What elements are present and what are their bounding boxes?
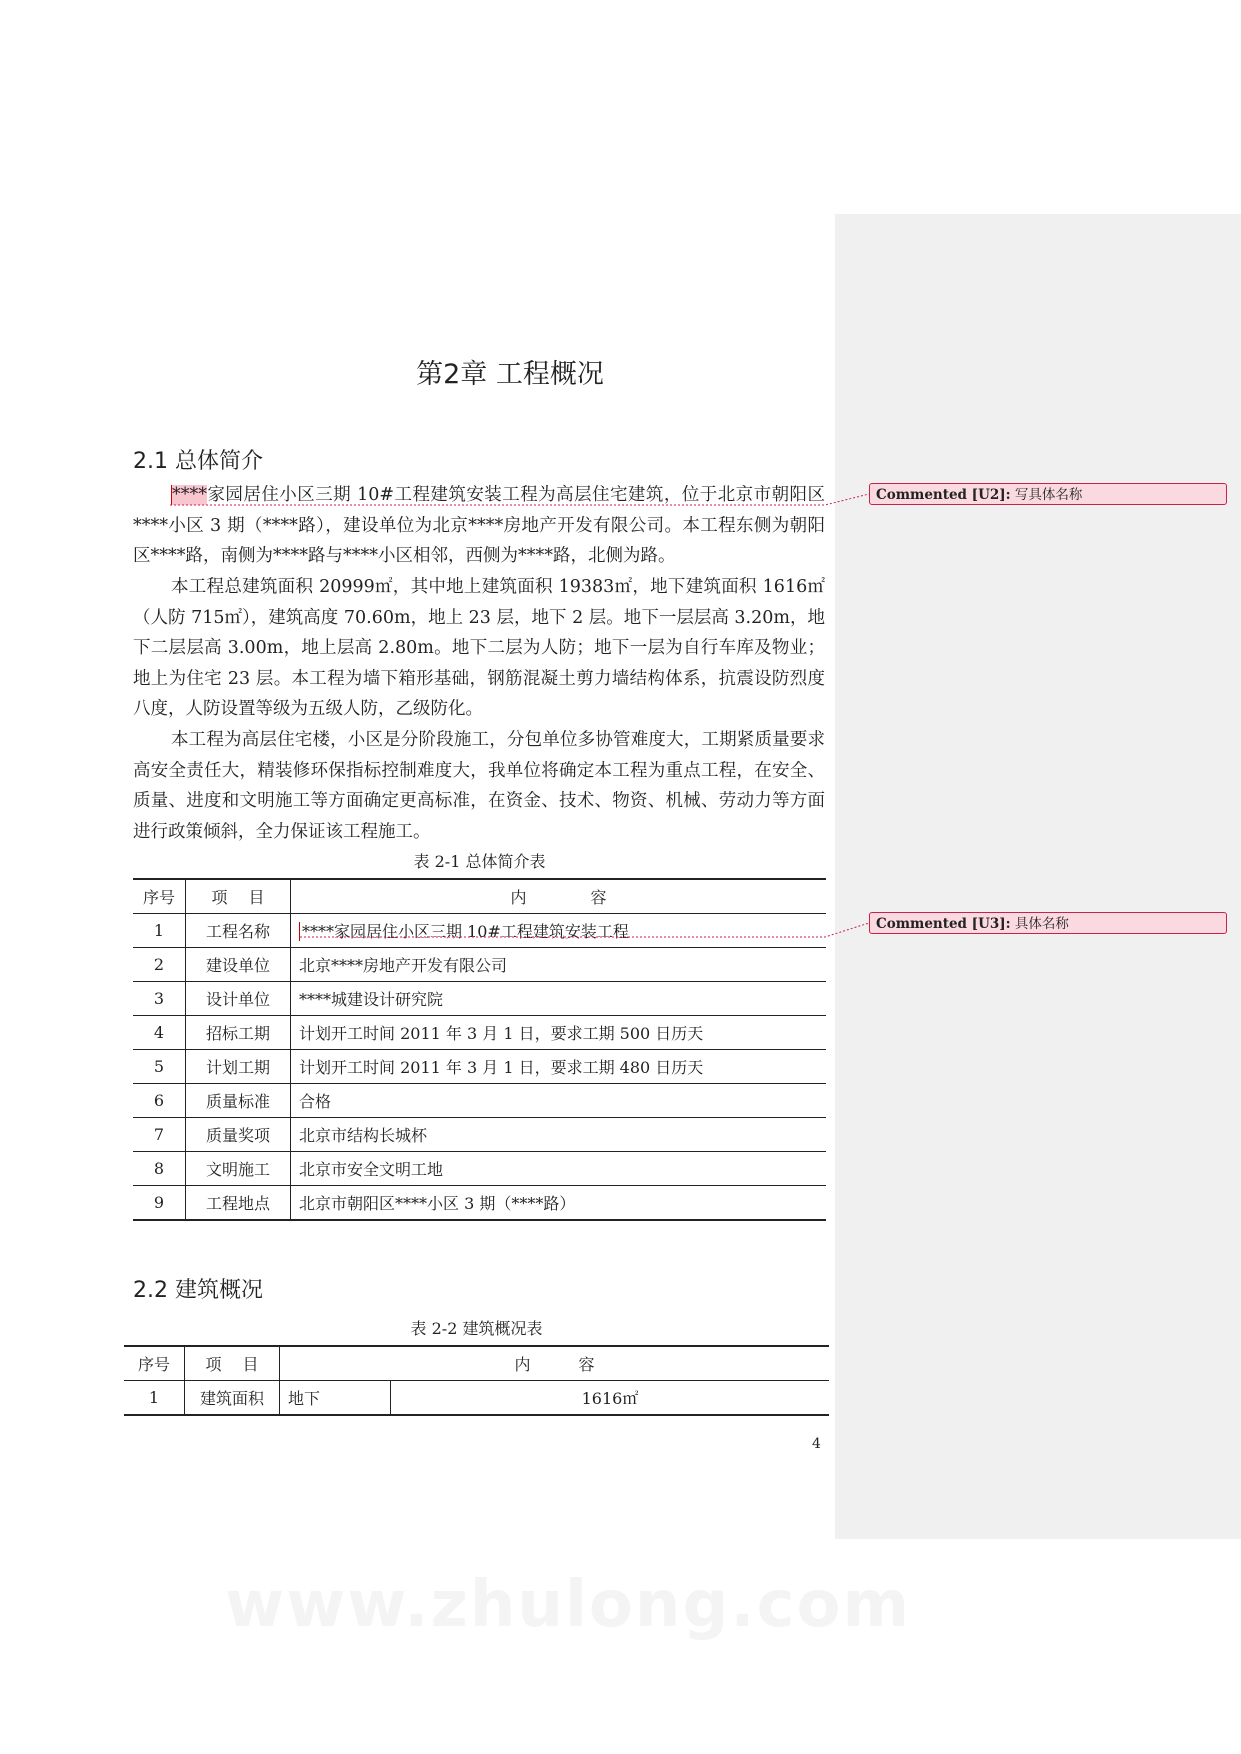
watermark: www.zhulong.com xyxy=(225,1568,912,1642)
row-content: ****城建设计研究院 xyxy=(291,982,827,1016)
header-index: 序号 xyxy=(124,1346,185,1381)
row-index: 5 xyxy=(133,1050,186,1084)
comment-anchor-u2[interactable]: **** xyxy=(172,485,207,505)
row-content: 北京市朝阳区****小区 3 期（****路） xyxy=(291,1186,827,1221)
row-subitem: 地下 xyxy=(280,1381,391,1416)
row-index: 4 xyxy=(133,1016,186,1050)
row-content: 计划开工时间 2011 年 3 月 1 日，要求工期 500 日历天 xyxy=(291,1016,827,1050)
comment-label: Commented [U2]: xyxy=(876,487,1011,503)
connector-u2 xyxy=(170,494,869,505)
header-item: 项 目 xyxy=(186,879,291,914)
row-item: 工程地点 xyxy=(186,1186,291,1221)
connector-u3 xyxy=(300,923,869,937)
page-number: 4 xyxy=(812,1436,821,1452)
row-index: 1 xyxy=(133,914,186,948)
row-item: 建设单位 xyxy=(186,948,291,982)
row-item: 质量奖项 xyxy=(186,1118,291,1152)
row-index: 9 xyxy=(133,1186,186,1221)
header-content: 内 容 xyxy=(291,879,827,914)
comment-text: 具体名称 xyxy=(1014,916,1069,932)
row-index: 1 xyxy=(124,1381,185,1416)
row-index: 8 xyxy=(133,1152,186,1186)
row-item: 建筑面积 xyxy=(185,1381,280,1416)
row-content: 合格 xyxy=(291,1084,827,1118)
comment-anchor-u3[interactable]: ****家园居住小区三期 10#工程建筑安装工程 xyxy=(299,922,629,941)
row-index: 7 xyxy=(133,1118,186,1152)
paragraph-priority: 本工程为高层住宅楼，小区是分阶段施工，分包单位多协管难度大，工期紧质量要求高安全责任大，精装修环保指标控制难度大，我单位将确定本工程为重点工程，在安全、质量、进度和文明施工等方面确定更高标准，在资金、技术、物资、机械、劳动力等方面进行政策倾斜，全力保证该工程施工。 xyxy=(133,730,825,842)
row-index: 3 xyxy=(133,982,186,1016)
comment-label: Commented [U3]: xyxy=(876,916,1011,932)
row-item: 文明施工 xyxy=(186,1152,291,1186)
row-content: 北京****房地产开发有限公司 xyxy=(291,948,827,982)
header-item: 项 目 xyxy=(185,1346,280,1381)
table2-caption: 表 2-2 建筑概况表 xyxy=(410,1319,543,1338)
comment-text: 写具体名称 xyxy=(1014,487,1083,503)
row-content: 北京市安全文明工地 xyxy=(291,1152,827,1186)
row-index: 6 xyxy=(133,1084,186,1118)
section-title-2-1: 2.1 总体简介 xyxy=(133,449,263,474)
row-item: 设计单位 xyxy=(186,982,291,1016)
row-content: 计划开工时间 2011 年 3 月 1 日，要求工期 480 日历天 xyxy=(291,1050,827,1084)
row-item: 计划工期 xyxy=(186,1050,291,1084)
row-item: 工程名称 xyxy=(186,914,291,948)
paragraph-area: 本工程总建筑面积 20999㎡，其中地上建筑面积 19383㎡，地下建筑面积 1616㎡（人防 715㎡），建筑高度 70.60m，地上 23 层，地下 2 层。地下一层层高 3.20m，地下二层层高 3.00m，地上层高 2.80m。地下二层为人防；地下一层为自行车库及物业；地上为住宅 23 层。本工程为墙下箱形基础，钢筋混凝土剪力墙结构体系，抗震设防烈度八度，人防设置等级为五级人防，乙级防化。 xyxy=(133,577,825,719)
row-content: 1616㎡ xyxy=(391,1381,830,1416)
row-item: 招标工期 xyxy=(186,1016,291,1050)
chapter-title: 第2章 工程概况 xyxy=(416,359,604,390)
header-index: 序号 xyxy=(133,879,186,914)
row-item: 质量标准 xyxy=(186,1084,291,1118)
row-content: 北京市结构长城杯 xyxy=(291,1118,827,1152)
header-content: 内 容 xyxy=(280,1346,830,1381)
paragraph-intro-text: 家园居住小区三期 10#工程建筑安装工程为高层住宅建筑，位于北京市朝阳区****小区 3 期（****路），建设单位为北京****房地产开发有限公司。本工程东侧为朝阳区****路，南侧为****路与****小区相邻，西侧为****路，北侧为路。 xyxy=(133,485,825,566)
row-index: 2 xyxy=(133,948,186,982)
table1-caption: 表 2-1 总体简介表 xyxy=(413,852,546,871)
section-title-2-2: 2.2 建筑概况 xyxy=(133,1278,263,1303)
